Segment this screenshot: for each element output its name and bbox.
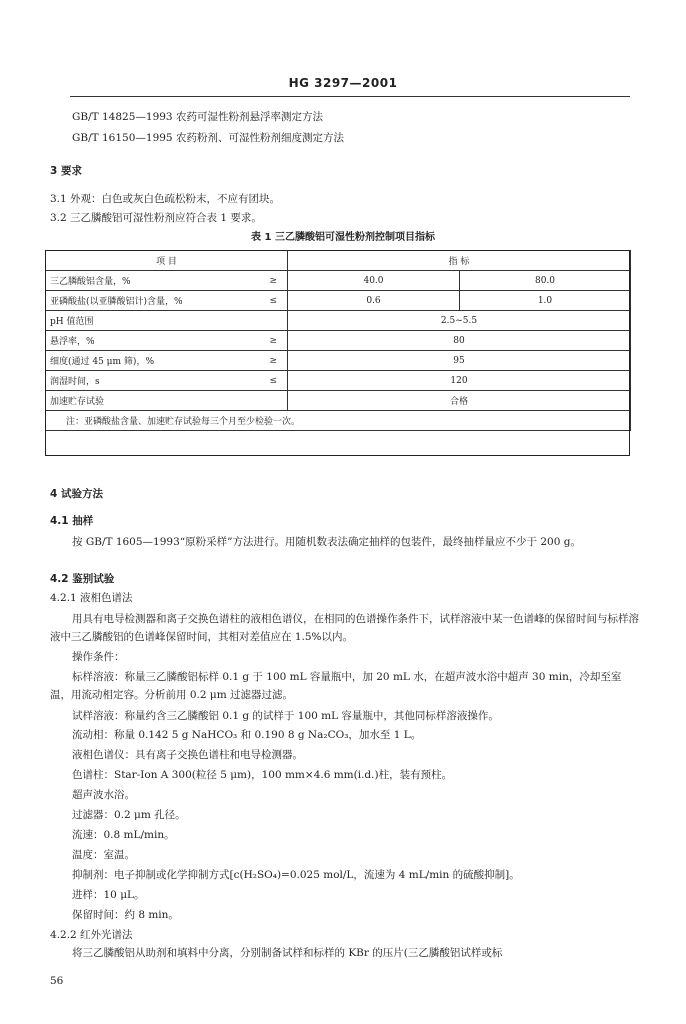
table-note: 注：亚磷酸盐含量、加速贮存试验每三个月至少检验一次。 [46,411,631,431]
header-rule [70,96,630,97]
table-note-row [46,411,631,431]
table-row [46,351,631,371]
row-value: 120 [288,371,631,391]
row-value-2: 80.0 [460,271,631,291]
row-item: 三乙膦酸铝含量，% [46,271,226,291]
reference-gb-t-16150: GB/T 16150—1995 农药粉剂、可湿性粉剂细度测定方法 [72,132,344,144]
clause-4-2-1-text: 用具有电导检测器和离子交换色谱柱的液相色谱仪，在相同的色谱操作条件下，试样溶液中某一色谱峰的保留时间与标样溶液中三乙膦酸铝的色谱峰保留时间，其相对差值应在 1.5%以内。 [50,613,639,643]
row-value-1: 0.6 [288,291,460,311]
table-1-caption: 表 1 三乙膦酸铝可湿性粉剂控制项目指标 [251,232,435,243]
row-value: 2.5~5.5 [288,311,631,331]
row-symbol: ≥ [226,331,288,351]
row-symbol: ≥ [226,271,288,291]
row-value: 95 [288,351,631,371]
row-symbol [226,391,288,411]
table-header-row [46,251,631,271]
row-value-1: 40.0 [288,271,460,291]
clause-4-2-1-heading: 4.2.1 液相色谱法 [50,592,133,604]
standard-solution: 标样溶液：称量三乙膦酸铝标样 0.1 g 于 100 mL 容量瓶中，加 20 mL 水，在超声波水浴中超声 30 min，冷却至室温，用流动相定容。分析前用 0.2 μm 过滤器过滤。 [50,671,622,701]
clause-3-1: 3.1 外观：白色或灰白色疏松粉末，不应有团块。 [50,193,281,205]
row-symbol: ≤ [226,291,288,311]
ultrasonic-bath: 超声波水浴。 [72,789,135,801]
row-item: 细度(通过 45 μm 筛)，% [46,351,226,371]
conditions-title: 操作条件： [72,651,125,663]
reference-gb-t-14825: GB/T 14825—1993 农药可湿性粉剂悬浮率测定方法 [72,111,323,123]
row-item: 亚磷酸盐(以亚膦酸铝计)含量，% [46,291,226,311]
clause-3-2: 3.2 三乙膦酸铝可湿性粉剂应符合表 1 要求。 [50,212,262,224]
row-symbol [226,311,288,331]
section-3-heading: 3 要求 [50,165,82,177]
flow-rate: 流速：0.8 mL/min。 [72,829,175,841]
clause-4-2-2-heading: 4.2.2 红外光谱法 [50,929,133,941]
filter: 过滤器：0.2 μm 孔径。 [72,809,186,821]
table-row [46,331,631,351]
page-number: 56 [50,975,64,987]
sample-solution: 试样溶液：称量约含三乙膦酸铝 0.1 g 的试样于 100 mL 容量瓶中，其他同标样溶液操作。 [72,710,499,722]
row-value: 80 [288,331,631,351]
mobile-phase: 流动相：称量 0.142 5 g NaHCO₃ 和 0.190 8 g Na₂CO₃，加水至 1 L。 [72,729,422,741]
clause-4-1-text: 按 GB/T 1605—1993“原粉采样”方法进行。用随机数表法确定抽样的包装件，最终抽样量应不少于 200 g。 [72,536,581,548]
retention-time: 保留时间：约 8 min。 [72,909,179,921]
row-item: 悬浮率，% [46,331,226,351]
clause-4-1-heading: 4.1 抽样 [50,515,94,527]
row-item: 润湿时间，s [46,371,226,391]
clause-4-2-2-text: 将三乙膦酸铝从助剂和填料中分离，分别制备试样和标样的 KBr 的压片(三乙膦酸铝试样或标 [72,947,503,959]
temperature: 温度：室温。 [72,849,135,861]
row-value-2: 1.0 [460,291,631,311]
table-row [46,291,631,311]
injection: 进样：10 μL。 [72,889,145,901]
row-item: pH 值范围 [46,311,226,331]
table-row [46,371,631,391]
row-item: 加速贮存试验 [46,391,226,411]
header-index: 指 标 [288,251,631,271]
standard-code-header: HG 3297—2001 [288,76,398,90]
clause-4-2-heading: 4.2 鉴别试验 [50,573,115,585]
liquid-chromatograph: 液相色谱仪：具有离子交换色谱柱和电导检测器。 [72,749,303,761]
table-row [46,311,631,331]
suppressor: 抑制剂：电子抑制或化学抑制方式[c(H₂SO₄)=0.025 mol/L，流速为 4 mL/min 的硫酸抑制]。 [72,869,520,881]
header-item: 项 目 [46,251,288,271]
row-symbol: ≤ [226,371,288,391]
row-symbol: ≥ [226,351,288,371]
spec-table [45,250,631,431]
section-4-heading: 4 试验方法 [50,488,103,500]
column: 色谱柱：Star-Ion A 300(粒径 5 μm)，100 mm×4.6 mm(i.d.)柱，装有预柱。 [72,769,453,781]
row-value: 合格 [288,391,631,411]
table-row [46,271,631,291]
table-row [46,391,631,411]
